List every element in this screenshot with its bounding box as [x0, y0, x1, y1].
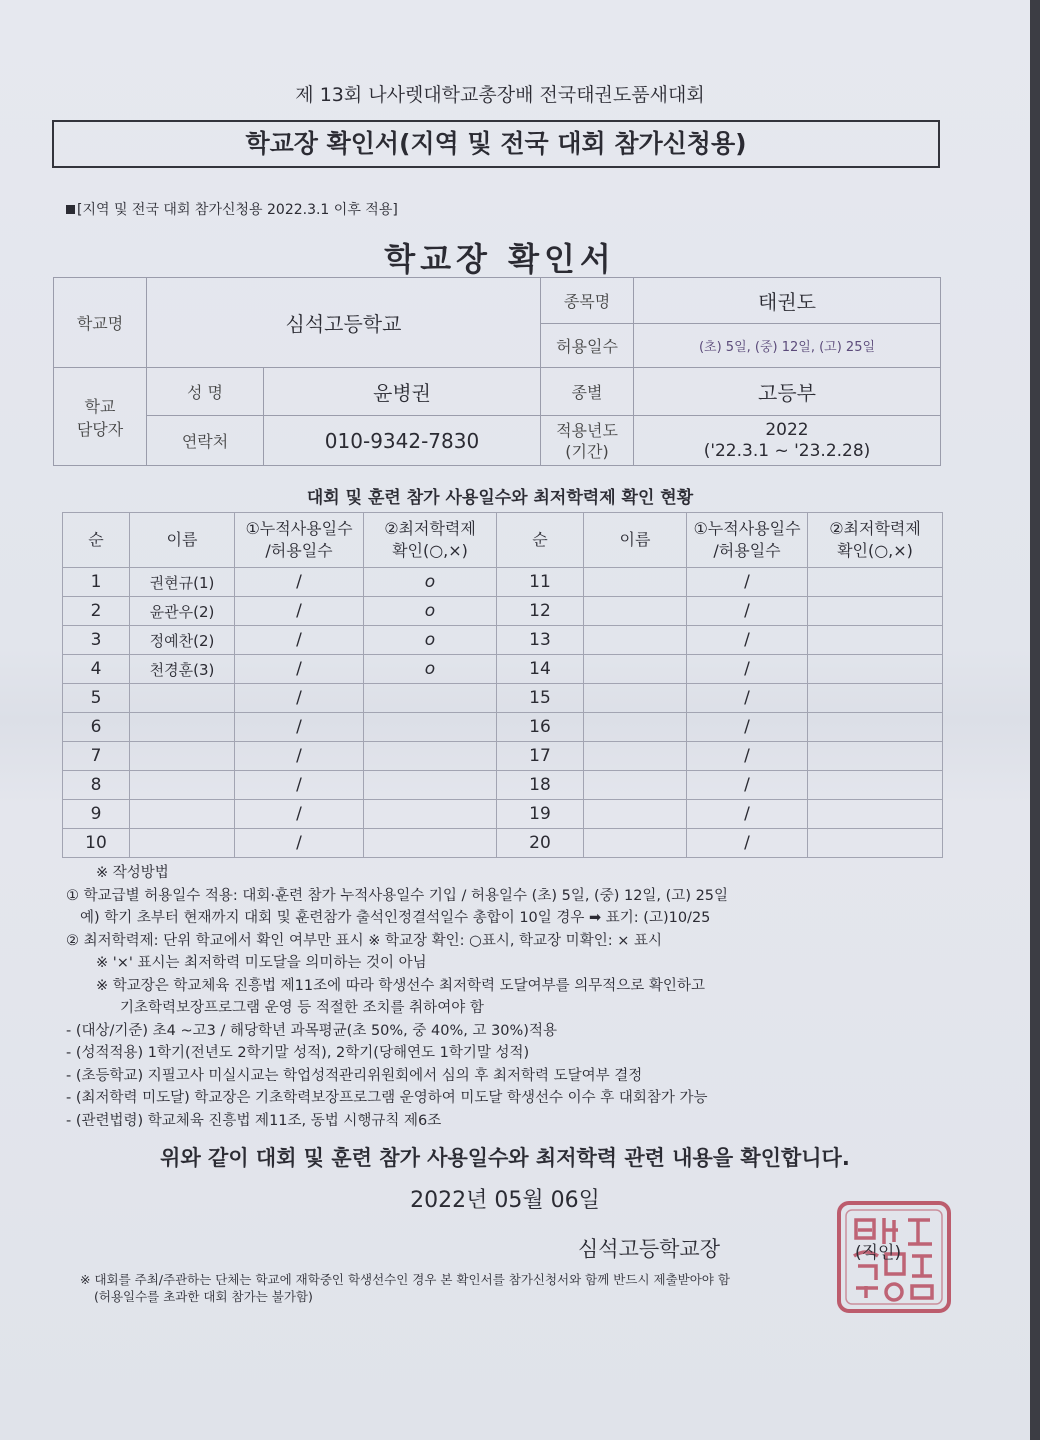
- row-days: /: [235, 800, 364, 829]
- form-title: 학교장 확인서(지역 및 전국 대회 참가신청용): [52, 120, 940, 168]
- row-no-2: 15: [497, 684, 584, 713]
- row-name-2: [584, 568, 687, 597]
- row-name: 윤관우(2): [130, 597, 235, 626]
- row-name-2: [584, 742, 687, 771]
- row-days: /: [235, 742, 364, 771]
- division-label: 종별: [541, 368, 634, 416]
- row-no: 10: [63, 829, 130, 858]
- status-table: [62, 512, 943, 858]
- row-no: 4: [63, 655, 130, 684]
- header-name: 이름: [130, 513, 235, 568]
- row-days: /: [235, 713, 364, 742]
- square-bullet-icon: [66, 205, 75, 214]
- table-row: [63, 742, 943, 771]
- row-name-2: [584, 626, 687, 655]
- header-name-2: 이름: [584, 513, 687, 568]
- row-days-2: /: [687, 597, 808, 626]
- instruction-line: - (성적적용) 1학기(전년도 2학기말 성적), 2학기(당해연도 1학기말 성적): [66, 1045, 530, 1061]
- school-label: 학교명: [54, 278, 147, 368]
- header-no: 순: [63, 513, 130, 568]
- table-row: [63, 655, 943, 684]
- allowed-days-label: 허용일수: [541, 324, 634, 368]
- row-no: 9: [63, 800, 130, 829]
- row-no-2: 20: [497, 829, 584, 858]
- row-days-2: /: [687, 742, 808, 771]
- manager-label: 학교 담당자: [54, 368, 147, 466]
- header-academic-2: ②최저학력제 확인(○,×): [808, 513, 943, 568]
- instruction-line: 예) 학기 초부터 현재까지 대회 및 훈련참가 출석인정결석일수 총합이 10일 경우 ➡ 표기: (고)10/25: [80, 910, 711, 926]
- table-row: [63, 829, 943, 858]
- seal-label: (직인): [855, 1243, 902, 1263]
- row-name-2: [584, 800, 687, 829]
- instruction-line: ① 학교급별 허용일수 적용: 대회·훈련 참가 누적사용일수 기입 / 허용일수 (초) 5일, (중) 12일, (고) 25일: [66, 887, 729, 904]
- allowed-days-value: (초) 5일, (중) 12일, (고) 25일: [634, 324, 941, 368]
- instruction-line: - (관련법령) 학교체육 진흥법 제11조, 동법 시행규칙 제6조: [66, 1112, 442, 1129]
- row-days: /: [235, 626, 364, 655]
- period-value: ('22.3.1 ~ '23.2.28): [703, 440, 871, 461]
- row-name: [130, 800, 235, 829]
- row-name-2: [584, 829, 687, 858]
- table-row: [63, 568, 943, 597]
- row-academic-check: o: [364, 597, 497, 626]
- row-academic-check: [364, 829, 497, 858]
- instruction-line: 기초학력보장프로그램 운영 등 적절한 조치를 취하여야 함: [120, 1000, 484, 1016]
- row-no-2: 14: [497, 655, 584, 684]
- header-academic: ②최저학력제 확인(○,×): [364, 513, 497, 568]
- row-days-2: /: [687, 655, 808, 684]
- instruction-line: ※ 학교장은 학교체육 진흥법 제11조에 따라 학생선수 최저학력 도달여부를 의무적으로 확인하고: [96, 977, 705, 994]
- row-no: 1: [63, 568, 130, 597]
- instruction-line: - (대상/기준) 초4 ~고3 / 해당학년 과목평균(초 50%, 중 40%, 고 30%)적용: [66, 1022, 557, 1039]
- status-subtitle: 대회 및 훈련 참가 사용일수와 최저학력제 확인 현황: [306, 488, 694, 508]
- row-no: 5: [63, 684, 130, 713]
- row-no: 2: [63, 597, 130, 626]
- row-days-2: /: [687, 771, 808, 800]
- row-no-2: 13: [497, 626, 584, 655]
- row-days: /: [235, 597, 364, 626]
- row-academic-check: [364, 742, 497, 771]
- row-days-2: /: [687, 568, 808, 597]
- row-academic-check: o: [364, 568, 497, 597]
- manager-name: 윤병권: [264, 368, 541, 416]
- row-no: 3: [63, 626, 130, 655]
- row-academic-check-2: [808, 800, 943, 829]
- row-no-2: 11: [497, 568, 584, 597]
- table-row: [63, 800, 943, 829]
- row-academic-check-2: [808, 597, 943, 626]
- row-no-2: 12: [497, 597, 584, 626]
- row-academic-check-2: [808, 829, 943, 858]
- row-name-2: [584, 597, 687, 626]
- row-name-2: [584, 655, 687, 684]
- contact-label: 연락처: [147, 416, 264, 466]
- table-row: [63, 684, 943, 713]
- table-row: [63, 626, 943, 655]
- instruction-line: ② 최저학력제: 단위 학교에서 확인 여부만 표시 ※ 학교장 확인: ○표시, 학교장 미확인: × 표시: [66, 932, 662, 949]
- confirmation-statement: 위와 같이 대회 및 훈련 참가 사용일수와 최저학력 관련 내용을 확인합니다.: [160, 1146, 850, 1170]
- row-academic-check-2: [808, 655, 943, 684]
- row-name-2: [584, 684, 687, 713]
- row-no: 6: [63, 713, 130, 742]
- row-days: /: [235, 829, 364, 858]
- row-academic-check-2: [808, 568, 943, 597]
- row-name: 권현규(1): [130, 568, 235, 597]
- row-academic-check: o: [364, 626, 497, 655]
- table-row: [63, 771, 943, 800]
- footer-line-2: (허용일수를 초과한 대회 참가는 불가함): [94, 1289, 313, 1304]
- row-no-2: 19: [497, 800, 584, 829]
- name-label: 성 명: [147, 368, 264, 416]
- row-academic-check: o: [364, 655, 497, 684]
- row-no: 8: [63, 771, 130, 800]
- row-days: /: [235, 771, 364, 800]
- row-days-2: /: [687, 684, 808, 713]
- background-edge: [1030, 0, 1040, 1440]
- row-name-2: [584, 713, 687, 742]
- row-academic-check: [364, 684, 497, 713]
- instruction-line: - (최저학력 미도달) 학교장은 기초학력보장프로그램 운영하여 미도달 학생선수 이수 후 대회참가 가능: [66, 1090, 708, 1106]
- row-academic-check-2: [808, 742, 943, 771]
- row-name: 천경훈(3): [130, 655, 235, 684]
- row-no-2: 18: [497, 771, 584, 800]
- row-days-2: /: [687, 800, 808, 829]
- row-academic-check: [364, 771, 497, 800]
- row-days-2: /: [687, 829, 808, 858]
- principal-name: 심석고등학교장: [578, 1237, 721, 1261]
- year-cell: [634, 416, 941, 466]
- row-academic-check-2: [808, 684, 943, 713]
- instruction-line: ※ '×' 표시는 최저학력 미도달을 의미하는 것이 아님: [96, 955, 427, 971]
- header-no-2: 순: [497, 513, 584, 568]
- footer-note: [80, 1271, 730, 1305]
- row-no: 7: [63, 742, 130, 771]
- row-name: [130, 684, 235, 713]
- row-academic-check-2: [808, 626, 943, 655]
- table-row: [63, 713, 943, 742]
- school-value: 심석고등학교: [147, 278, 541, 368]
- row-no-2: 16: [497, 713, 584, 742]
- sport-value: 태권도: [634, 278, 941, 324]
- footer-line-1: ※ 대회를 주최/주관하는 단체는 학교에 재학중인 학생선수인 경우 본 확인서를 참가신청서와 함께 반드시 제출받아야 함: [80, 1272, 730, 1287]
- status-header-row: [63, 513, 943, 568]
- row-name: [130, 713, 235, 742]
- row-days: /: [235, 655, 364, 684]
- header-days-2: ①누적사용일수 /허용일수: [687, 513, 808, 568]
- table-row: [63, 597, 943, 626]
- instruction-line: ※ 작성방법: [96, 865, 169, 881]
- row-days-2: /: [687, 626, 808, 655]
- row-academic-check: [364, 713, 497, 742]
- info-table: [53, 277, 941, 466]
- sport-label: 종목명: [541, 278, 634, 324]
- row-no-2: 17: [497, 742, 584, 771]
- row-name: [130, 771, 235, 800]
- instruction-line: - (초등학교) 지필고사 미실시교는 학업성적관리위원회에서 심의 후 최저학력 도달여부 결정: [66, 1067, 643, 1084]
- applicability-note: [66, 199, 398, 219]
- contact-value: 010-9342-7830: [264, 416, 541, 466]
- row-days: /: [235, 684, 364, 713]
- row-name-2: [584, 771, 687, 800]
- row-academic-check-2: [808, 713, 943, 742]
- event-title: 제 13회 나사렛대학교총장배 전국태권도품새대회: [295, 84, 705, 106]
- confirmation-date: 2022년 05월 06일: [410, 1188, 600, 1213]
- division-value: 고등부: [634, 368, 941, 416]
- status-table-body: [63, 513, 943, 858]
- row-name: 정예찬(2): [130, 626, 235, 655]
- header-days: ①누적사용일수 /허용일수: [235, 513, 364, 568]
- main-title: 학교장 확인서: [384, 240, 616, 278]
- row-days: /: [235, 568, 364, 597]
- row-days-2: /: [687, 713, 808, 742]
- year-value: 2022: [765, 419, 809, 440]
- instructions: [66, 862, 728, 1132]
- row-academic-check: [364, 800, 497, 829]
- applicability-note-text: [지역 및 전국 대회 참가신청용 2022.3.1 이후 적용]: [77, 202, 398, 218]
- row-academic-check-2: [808, 771, 943, 800]
- row-name: [130, 829, 235, 858]
- row-name: [130, 742, 235, 771]
- year-label: 적용년도 (기간): [541, 416, 634, 466]
